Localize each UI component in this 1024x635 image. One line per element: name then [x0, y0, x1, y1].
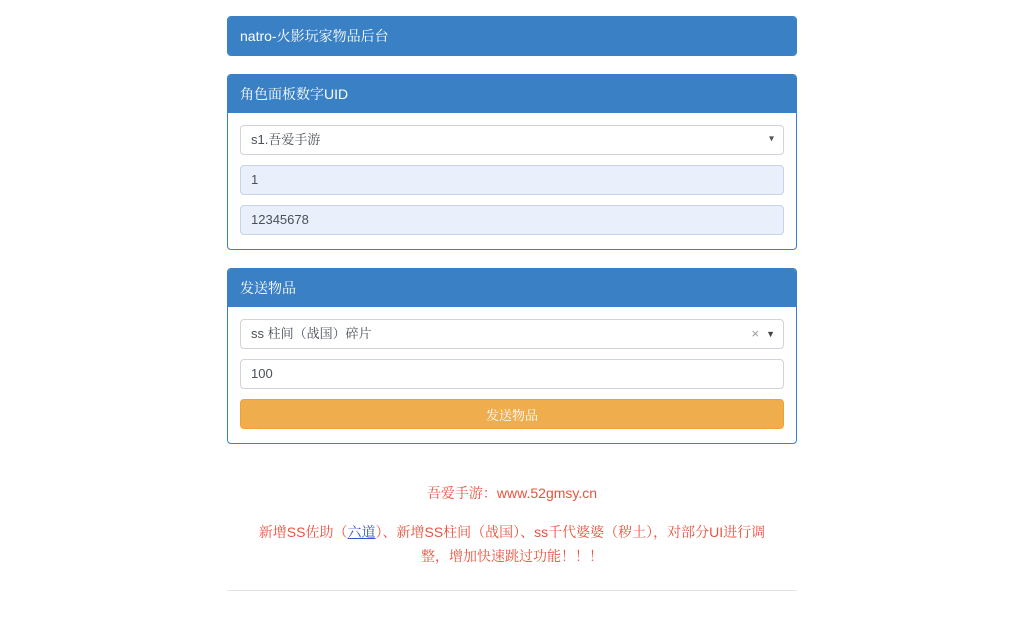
app-title: natro-火影玩家物品后台	[228, 17, 796, 55]
app-title-bar	[227, 16, 797, 56]
footer-note	[227, 520, 797, 568]
footer-note-before: 新增SS佐助（	[258, 524, 348, 540]
send-panel-body	[228, 307, 796, 443]
item-select-value: ss 柱间（战国）碎片	[251, 326, 372, 341]
footer-site: 吾爱手游：www.52gmsy.cn	[426, 485, 598, 501]
caret-down-icon[interactable]: ▼	[766, 329, 775, 339]
footer-note-after: ）、新增SS柱间（战国）、ss千代婆婆（秽土），对部分UI进行调整，增加快速跳过功能！！！	[375, 524, 766, 564]
footer	[227, 482, 797, 568]
chevron-down-icon: ▾	[768, 133, 774, 145]
uid-panel-body	[228, 113, 796, 249]
uid-input[interactable]: 12345678	[240, 205, 784, 235]
uid-panel	[227, 74, 797, 250]
server-select[interactable]: s1.吾爱手游	[240, 125, 784, 155]
send-item-button[interactable]: 发送物品	[240, 399, 784, 429]
close-icon[interactable]: ×	[751, 326, 760, 341]
uid-panel-header: 角色面板数字UID	[228, 75, 796, 113]
send-panel-header: 发送物品	[228, 269, 796, 307]
index-input[interactable]: 1	[240, 165, 784, 195]
footer-note-link[interactable]: 六道	[347, 524, 376, 540]
quantity-input[interactable]: 100	[240, 359, 784, 389]
item-select-actions	[751, 320, 775, 348]
send-panel	[227, 268, 797, 444]
item-select[interactable]	[240, 319, 784, 349]
server-select-wrapper[interactable]	[240, 125, 784, 155]
footer-divider	[227, 590, 797, 591]
main-container	[227, 0, 797, 591]
